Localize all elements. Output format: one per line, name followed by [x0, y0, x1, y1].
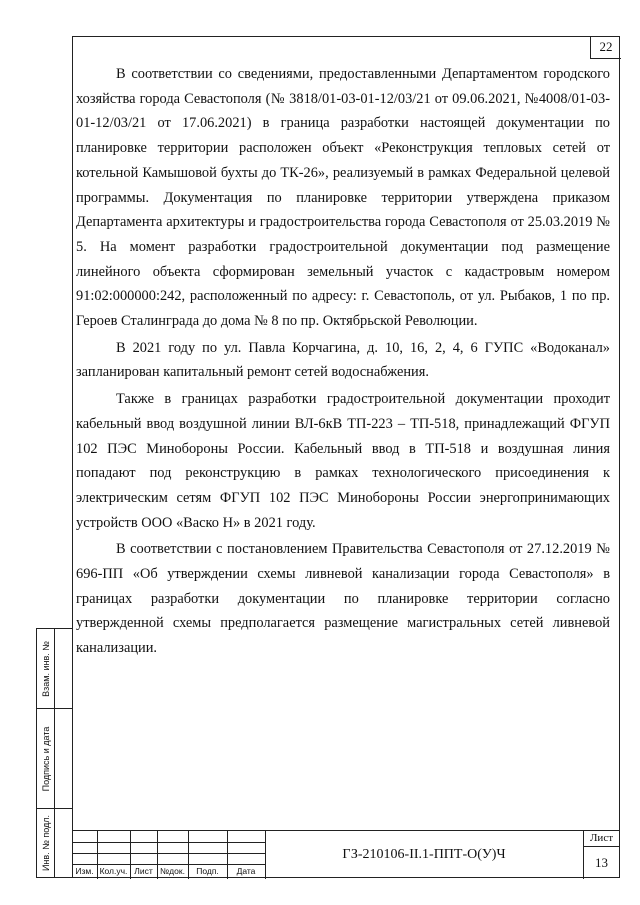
tb-header-izm: Изм. [75, 866, 94, 876]
sheet-number: 13 [595, 855, 608, 870]
side-cell-inv [37, 809, 54, 877]
tb-header-podp: Подп. [196, 866, 219, 876]
side-fill-vzam [55, 629, 72, 709]
side-fill-podpis [55, 709, 72, 809]
document-code: ГЗ-210106-II.1-ППТ-О(У)Ч [342, 847, 506, 862]
tb-header-data: Дата [236, 866, 256, 876]
side-stamp [36, 628, 55, 878]
top-page-number: 22 [590, 36, 621, 59]
title-block [72, 830, 620, 878]
paragraph-1: В соответствии со сведениями, предоставленными Департаментом городского хозяйства города Севастополя (№ 3818/01-03-01-12/03/21 от 09.06.2021, №4008/01-03-01-12/03/21 от 17.06.2021) в граница разработки настоящей документации по планировке территории расположен объект «Реконструкция тепловых сетей от котельной Камышовой бухты до ТК-26», реализуемый в рамках Федеральной целевой программы. Документация по планировке территории утверждена приказом Департамента архитектуры и градостроительства города Севастополя от 25.03.2019 № 5. На момент разработки градостроительной документации под размещение линейного объекта сформирован земельный участок с кадастровым номером 91:02:000000:242, расположенный по адресу: г. Севастополь, от ул. Рыбаков, 1 по пр. Героев Сталинграда до дома № 8 по пр. Октябрьской Революции. [76, 66, 610, 330]
sheet-label: Лист [589, 832, 614, 844]
document-body [76, 62, 610, 661]
side-cell-podpis [37, 709, 54, 809]
side-label-inv: Инв. № подл. [40, 814, 51, 872]
tb-header-kolvo: Кол.уч. [99, 866, 128, 876]
paragraph-4: В соответствии с постановлением Правительства Севастополя от 27.12.2019 № 696-ПП «Об утверждении схемы ливневой канализации города Севастополя» в границах разработки документации по планировке территории согласно утвержденной схемы предполагается размещение магистральных сетей ливневой канализации. [76, 541, 610, 657]
side-cell-vzam [37, 629, 54, 709]
side-stamp-fill-column [55, 628, 72, 878]
side-label-podpis: Подпись и дата [40, 726, 51, 791]
side-fill-inv [55, 809, 72, 877]
tb-row-line [72, 853, 265, 854]
side-label-vzam: Взам. инв. № [40, 640, 51, 697]
tb-row-line [72, 842, 265, 843]
paragraph-2: В 2021 году по ул. Павла Корчагина, д. 10, 16, 2, 4, 6 ГУПС «Водоканал» запланирован капитальный ремонт сетей водоснабжения. [76, 339, 610, 381]
tb-header-ndok: №док. [160, 866, 185, 876]
paragraph-3: Также в границах разработки градостроительной документации проходит кабельный ввод воздушной линии ВЛ-6кВ ТП-223 – ТП-518, принадлежащий ФГУП 102 ПЭС Минобороны России. Кабельный ввод в ТП-518 и воздушная линия попадают под реконструкцию в рамках технологического присоединения к электрическим сетям ФГУП 102 ПЭС Минобороны России энергопринимающих устройств ООО «Васко Н» в 2021 году. [76, 391, 610, 531]
tb-header-list: Лист [134, 866, 153, 876]
